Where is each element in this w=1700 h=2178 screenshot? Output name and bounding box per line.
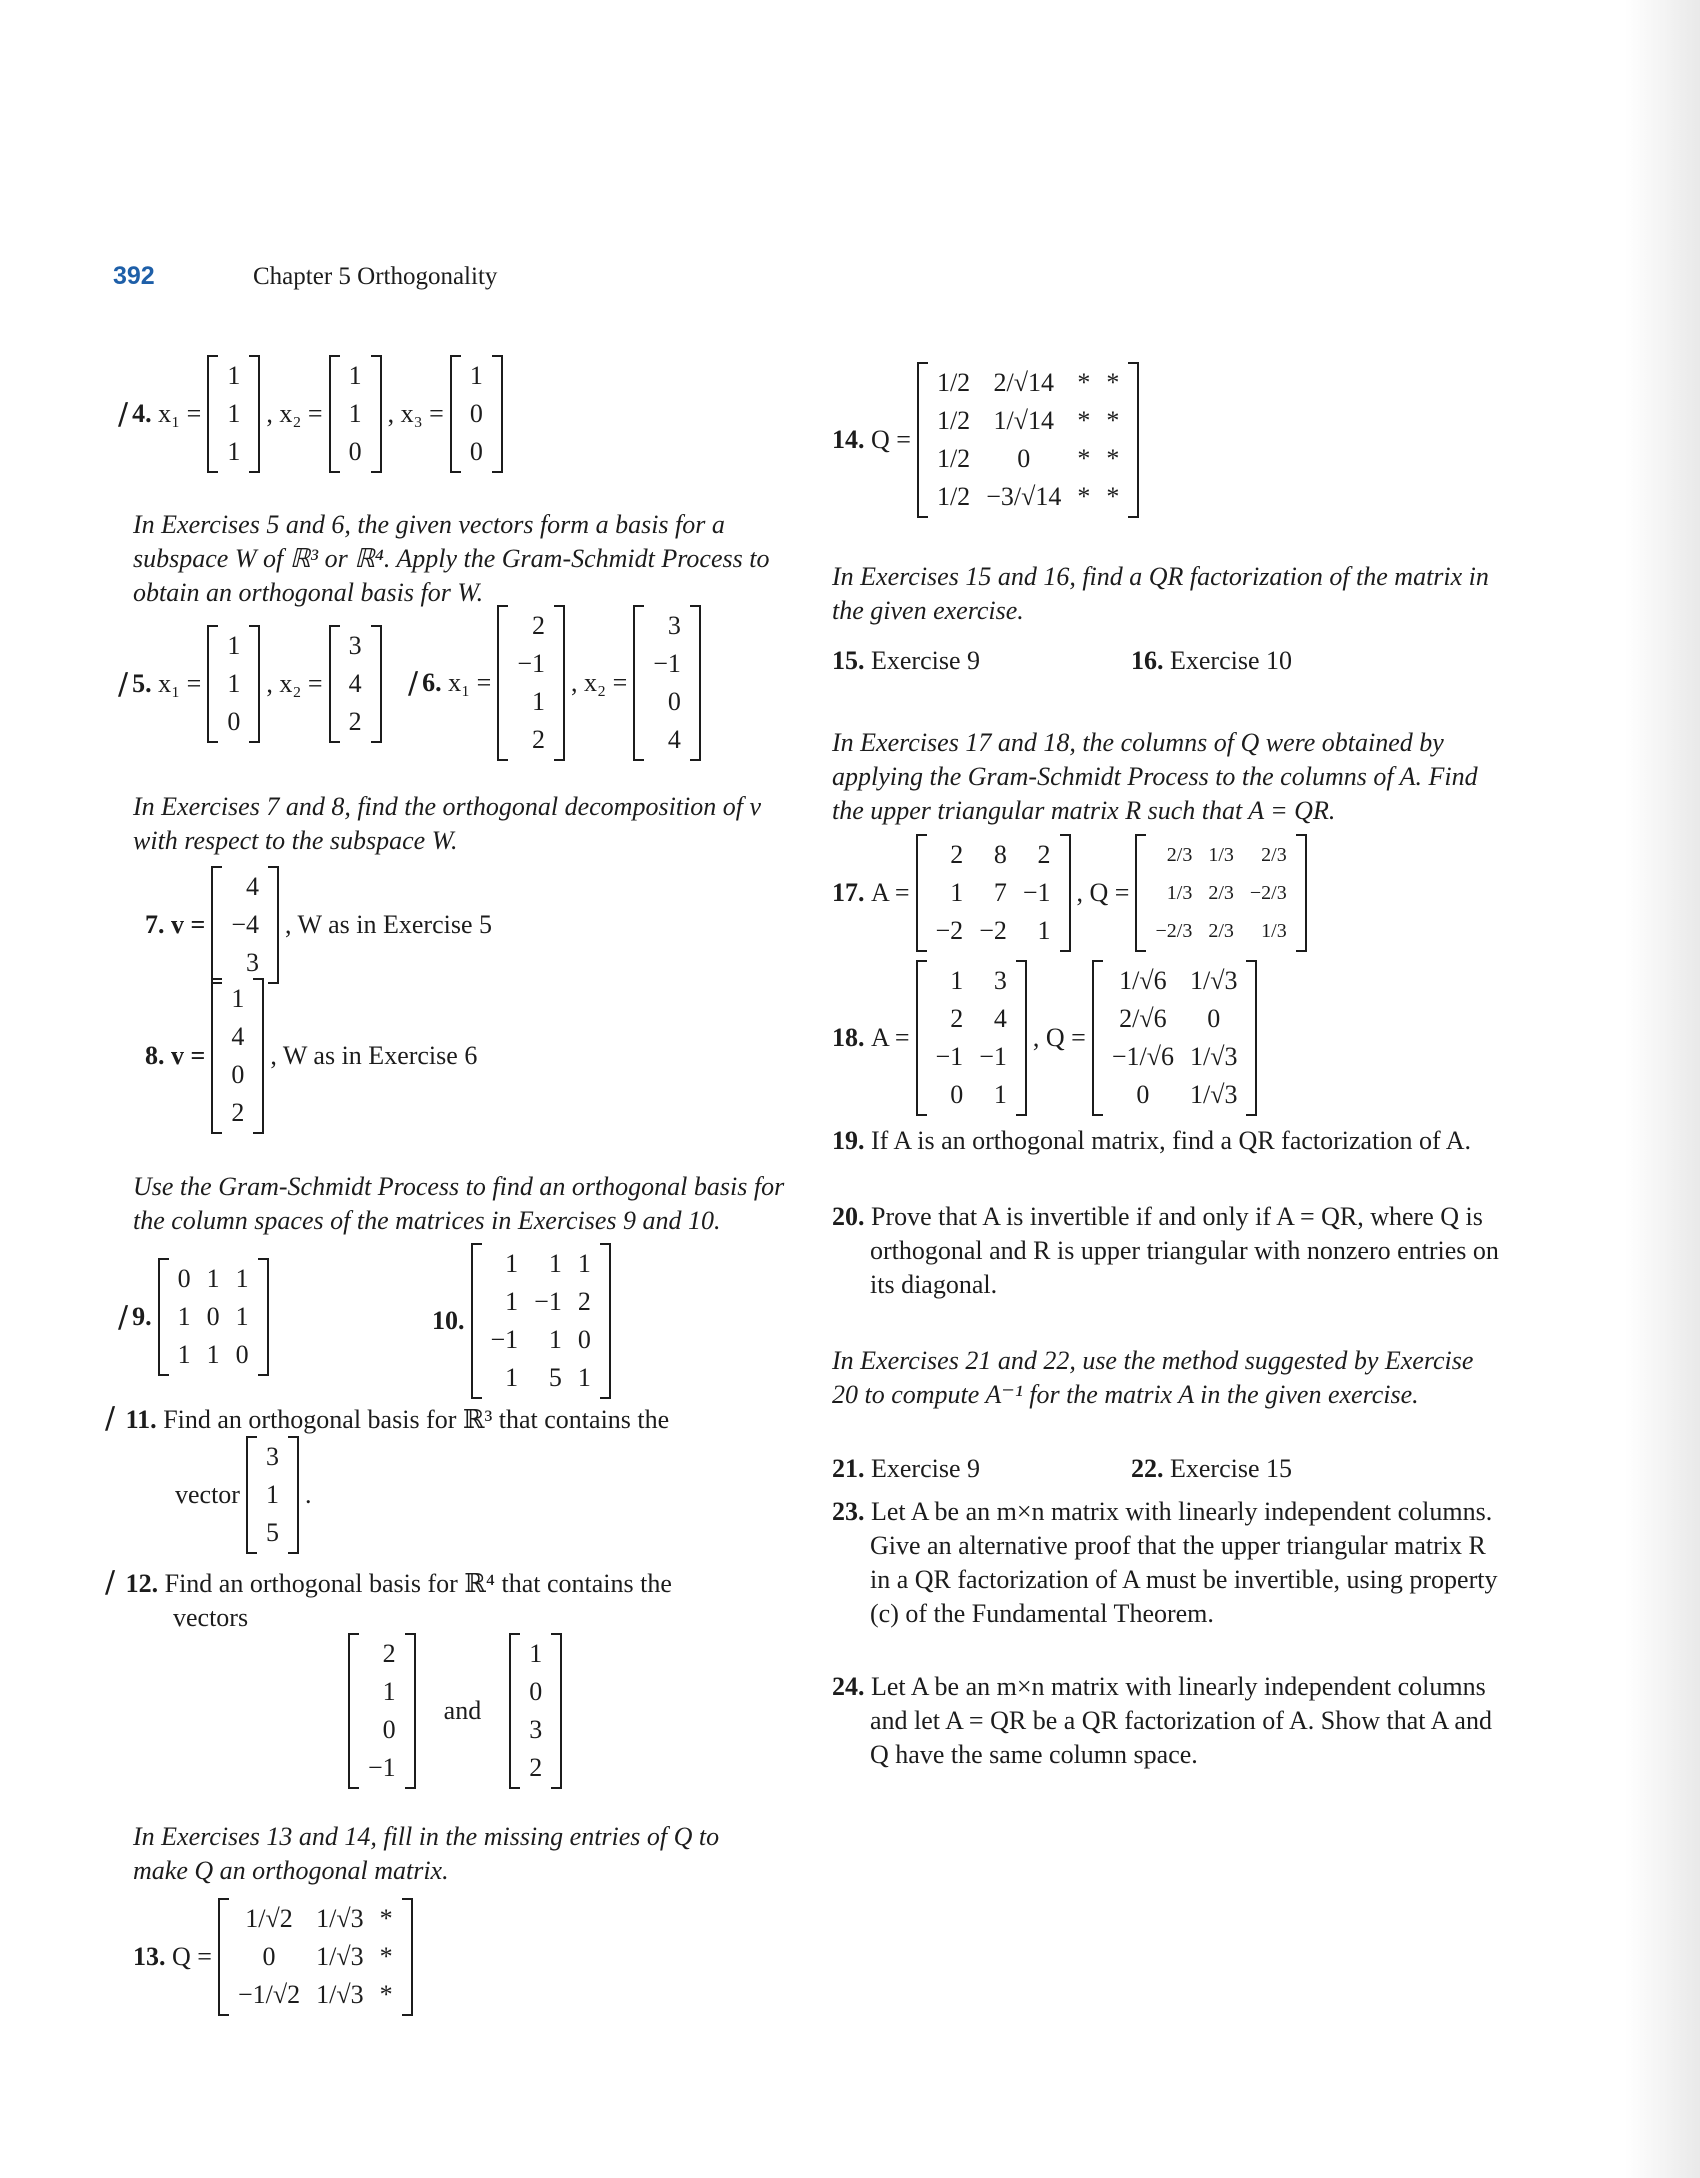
matrix-entry: * (379, 1980, 393, 2009)
vector-v (211, 978, 264, 1134)
matrix-entry: 1/√3 (316, 1904, 364, 1933)
vector-entry: 2 (231, 1098, 245, 1127)
instructions-5-6: In Exercises 5 and 6, the given vectors form a basis for a subspace W of ℝ³ or ℝ⁴. Apply the Gram-Schmidt Process to obtain an orthogonal basis for W. (133, 510, 770, 607)
matrix-entry: 2/√14 (993, 368, 1055, 397)
vector-x2 (633, 605, 701, 761)
matrix-a (916, 834, 1071, 952)
matrix-entry: 1 (177, 1340, 191, 1369)
exercise-20 (832, 1200, 1510, 1302)
matrix-entry: 3 (993, 966, 1007, 995)
vector-entry: 2 (532, 611, 546, 640)
matrix-entry: 1/√6 (1119, 966, 1167, 995)
exercise-11 (105, 1402, 795, 1437)
matrix-entry: 1 (577, 1249, 591, 1278)
matrix-entry: 1/√3 (316, 1942, 364, 1971)
instructions-9-10: Use the Gram-Schmidt Process to find an orthogonal basis for the column spaces of the matrices in Exercises 9 and 10. (133, 1172, 785, 1235)
exercise-4 (118, 355, 509, 473)
exercise-text: Find an orthogonal basis for ℝ⁴ that contains the (164, 1569, 672, 1598)
exercise-number: 16. (1131, 646, 1164, 675)
matrix-entry: −3/√14 (986, 482, 1062, 511)
check-mark-icon: ∕ (105, 1565, 116, 1600)
check-mark-icon: ∕ (118, 396, 129, 432)
matrix-entry: 1 (993, 1080, 1007, 1109)
matrix-entry: 2 (1037, 840, 1051, 869)
exercise-label: A = (871, 1023, 910, 1052)
matrix-entry: 1 (505, 1287, 519, 1316)
matrix-entry: * (379, 1942, 393, 1971)
matrix-entry: 1 (177, 1302, 191, 1331)
matrix-entry: −2/3 (1155, 920, 1193, 942)
vector-entry: 0 (348, 437, 362, 466)
matrix-entry: * (1077, 368, 1091, 397)
matrix-entry: −2/3 (1249, 882, 1287, 904)
vector-entry: 1 (348, 399, 362, 428)
exercise-15 (832, 644, 980, 678)
matrix-entry: 2 (577, 1287, 591, 1316)
vector-entry: 0 (667, 687, 681, 716)
exercise-number: 23. (832, 1497, 865, 1526)
matrix-entry: 2/√6 (1119, 1004, 1167, 1033)
matrix-a (916, 960, 1027, 1116)
matrix-entry: 2/3 (1208, 920, 1234, 942)
punctuation: . (304, 1480, 312, 1509)
vector-entry: 2 (532, 725, 546, 754)
matrix-entry: * (1077, 444, 1091, 473)
matrix-entry: 0 (950, 1080, 964, 1109)
matrix-entry: 1 (235, 1302, 249, 1331)
exercise-11-vector (175, 1436, 311, 1554)
matrix-entry: 1/2 (936, 482, 971, 511)
instructions-21-22: In Exercises 21 and 22, use the method suggested by Exercise 20 to compute A⁻¹ for the matrix A in the given exercise. (832, 1346, 1474, 1409)
matrix-entry: * (1077, 482, 1091, 511)
matrix-q (1092, 960, 1258, 1116)
vector-entry: 1 (348, 361, 362, 390)
instructions-17-18: In Exercises 17 and 18, the columns of Q were obtained by applying the Gram-Schmidt Process to the columns of A. Find the upper triangular matrix R such that A = QR. (832, 728, 1478, 825)
matrix-entry: −2 (935, 916, 964, 945)
vector-entry: 4 (246, 872, 259, 901)
exercise-9 (118, 1258, 275, 1376)
exercise-12-vectors (342, 1633, 568, 1789)
vector-entry: 0 (469, 437, 483, 466)
exercise-text: Let A be an m×n matrix with linearly independent columns and let A = QR be a QR factorization of A. Show that A and Q have the same column space. (870, 1672, 1492, 1769)
separator: , x₂ = (266, 669, 323, 698)
matrix-entry: 1 (206, 1340, 220, 1369)
exercise-label: v = (171, 910, 206, 939)
vector-entry: 3 (246, 948, 259, 977)
chapter-title: Chapter 5 Orthogonality (253, 263, 498, 290)
matrix-entry: 2/3 (1208, 882, 1234, 904)
matrix-entry: 0 (577, 1325, 591, 1354)
exercise-note: , W as in Exercise 6 (270, 1041, 478, 1070)
exercise-text: If A is an orthogonal matrix, find a QR factorization of A. (871, 1126, 1472, 1155)
exercise-7 (145, 866, 492, 984)
matrix-entry: 2 (950, 1004, 964, 1033)
exercise-14 (832, 362, 1145, 518)
vector-entry: 0 (227, 707, 241, 736)
instructions-13-14: In Exercises 13 and 14, fill in the missing entries of Q to make Q an orthogonal matrix. (133, 1822, 720, 1885)
matrix-entry: 2/3 (1261, 844, 1287, 866)
matrix-entry: 1/3 (1166, 882, 1193, 904)
exercise-number: 8. (145, 1041, 165, 1070)
vector-entry: 0 (529, 1677, 543, 1706)
exercise-number: 7. (145, 910, 165, 939)
exercise-22 (1131, 1452, 1292, 1486)
check-mark-icon: ∕ (118, 1299, 129, 1335)
exercise-label: x₁ = (158, 399, 202, 428)
matrix-entry: −2 (979, 916, 1007, 945)
vector-entry: −4 (231, 910, 259, 939)
exercise-8 (145, 978, 477, 1134)
vector-x3 (450, 355, 503, 473)
exercise-label: x₁ = (158, 669, 202, 698)
exercise-number: 12. (125, 1569, 159, 1598)
exercise-number: 17. (832, 878, 865, 907)
exercise-16 (1131, 644, 1292, 678)
matrix-entry: 5 (548, 1363, 562, 1392)
check-mark-icon: ∕ (408, 665, 419, 701)
exercise-number: 4. (132, 399, 152, 428)
matrix-entry: 1 (1037, 916, 1051, 945)
matrix-entry: 1 (505, 1249, 519, 1278)
matrix-q (1135, 834, 1306, 952)
exercise-number: 14. (832, 425, 865, 454)
matrix-entry: 0 (1207, 1004, 1221, 1033)
vector-entry: 3 (348, 631, 362, 660)
vector-label: vector (175, 1480, 240, 1509)
matrix (158, 1258, 269, 1376)
matrix-entry: 0 (177, 1264, 191, 1293)
matrix-entry: −1/√2 (237, 1980, 301, 2009)
vector-entry: 0 (231, 1060, 245, 1089)
matrix-entry: * (1106, 368, 1120, 397)
matrix-entry: 1/3 (1208, 844, 1234, 866)
matrix-entry: 1 (577, 1363, 591, 1392)
exercise-18 (832, 960, 1263, 1116)
matrix-entry: 1/3 (1261, 920, 1287, 942)
matrix-q (917, 362, 1139, 518)
exercise-number: 24. (832, 1672, 865, 1701)
exercise-number: 21. (832, 1454, 865, 1483)
page-edge-shadow (1625, 0, 1700, 2178)
vector-entry: −1 (653, 649, 681, 678)
exercise-13 (133, 1898, 419, 2016)
matrix-entry: 1/√3 (1189, 966, 1238, 995)
exercise-label: A = (871, 878, 910, 907)
matrix-entry: −1 (1022, 878, 1051, 907)
exercise-number: 19. (832, 1126, 865, 1155)
separator: , Q = (1032, 1023, 1086, 1052)
vector-entry: 2 (348, 707, 362, 736)
page-number: 392 (113, 262, 155, 290)
matrix-entry: 0 (206, 1302, 220, 1331)
vector-entry: 4 (348, 669, 362, 698)
matrix-entry: * (1077, 406, 1091, 435)
vector-entry: 1 (227, 361, 241, 390)
vector-1 (348, 1633, 416, 1789)
instructions-7-8: In Exercises 7 and 8, find the orthogonal decomposition of v with respect to the subspace W. (133, 792, 761, 855)
exercise-text: Let A be an m×n matrix with linearly independent columns. Give an alternative proof that the upper triangular matrix R in a QR factorization of A must be invertible, using property (c) of the Fundamental Theorem. (870, 1497, 1498, 1628)
matrix-entry: −1/√6 (1111, 1042, 1174, 1071)
vector-entry: 5 (265, 1518, 279, 1547)
matrix-entry: 1 (235, 1264, 249, 1293)
vector-entry: 4 (667, 725, 681, 754)
exercise-text: Find an orthogonal basis for ℝ³ that contains the (163, 1405, 670, 1434)
matrix-entry: 7 (993, 878, 1007, 907)
vector-entry: 1 (227, 399, 241, 428)
matrix-entry: * (379, 1904, 393, 1933)
vector-entry: 1 (231, 984, 245, 1013)
exercise-text: Exercise 10 (1170, 646, 1293, 675)
instructions-15-16: In Exercises 15 and 16, find a QR factorization of the matrix in the given exercise. (832, 562, 1489, 625)
vector-entry: 3 (667, 611, 681, 640)
matrix-entry: * (1106, 444, 1120, 473)
matrix-entry: 2/3 (1166, 844, 1193, 866)
vector-entry: 1 (469, 361, 483, 390)
separator: , x₃ = (387, 399, 444, 428)
matrix-entry: −1 (979, 1042, 1007, 1071)
vector-entry: 1 (265, 1480, 279, 1509)
exercise-text: Exercise 15 (1170, 1454, 1293, 1483)
matrix-entry: 1 (950, 966, 964, 995)
vector-x1 (207, 355, 260, 473)
matrix-entry: 2 (950, 840, 964, 869)
exercise-23 (832, 1495, 1510, 1631)
exercise-label: Q = (172, 1942, 212, 1971)
exercise-24 (832, 1670, 1510, 1772)
exercise-number: 20. (832, 1202, 865, 1231)
vector-entry: 1 (227, 437, 241, 466)
exercise-number: 22. (1131, 1454, 1164, 1483)
matrix-entry: −1 (534, 1287, 562, 1316)
matrix-entry: 1 (548, 1249, 562, 1278)
vector-entry: 1 (227, 669, 241, 698)
matrix-entry: 0 (235, 1340, 249, 1369)
check-mark-icon: ∕ (105, 1401, 116, 1436)
exercise-text: Exercise 9 (871, 646, 981, 675)
exercise-number: 11. (125, 1405, 157, 1434)
conjunction: and (443, 1696, 482, 1725)
matrix-q (218, 1898, 413, 2016)
matrix-entry: 8 (993, 840, 1007, 869)
vector-entry: 2 (382, 1639, 396, 1668)
exercise-12 (105, 1566, 795, 1635)
exercise-text: Exercise 9 (871, 1454, 981, 1483)
exercise-label: x₁ = (448, 668, 492, 697)
exercise-6 (408, 605, 707, 761)
exercise-21 (832, 1452, 980, 1486)
matrix-entry: 0 (262, 1942, 276, 1971)
exercise-number: 6. (422, 668, 442, 697)
exercise-number: 15. (832, 646, 865, 675)
matrix-entry: −1 (935, 1042, 964, 1071)
check-mark-icon: ∕ (118, 666, 129, 702)
vector-x1 (207, 625, 260, 743)
exercise-number: 9. (132, 1302, 152, 1331)
vector-v (211, 866, 279, 984)
exercise-number: 10. (432, 1306, 465, 1335)
matrix (471, 1243, 611, 1399)
matrix-entry: 1 (548, 1325, 562, 1354)
separator: , x₂ = (266, 399, 323, 428)
vector-x2 (329, 625, 382, 743)
matrix-entry: * (1106, 482, 1120, 511)
exercise-number: 5. (132, 669, 152, 698)
matrix-entry: 1/2 (936, 368, 971, 397)
vector-entry: 4 (231, 1022, 245, 1051)
vector-x2 (329, 355, 382, 473)
vector-entry: 1 (227, 631, 241, 660)
vector-entry: 3 (265, 1442, 279, 1471)
exercise-note: , W as in Exercise 5 (285, 910, 492, 939)
matrix-entry: 1/√14 (993, 406, 1055, 435)
matrix-entry: 4 (993, 1004, 1007, 1033)
exercise-10 (432, 1243, 617, 1399)
exercise-number: 13. (133, 1942, 166, 1971)
matrix-entry: 0 (1136, 1080, 1150, 1109)
vector-entry: 1 (532, 687, 546, 716)
exercise-text: Prove that A is invertible if and only if A = QR, where Q is orthogonal and R is upper triangular with nonzero entries on its diagonal. (870, 1202, 1499, 1299)
exercise-label: v = (171, 1041, 206, 1070)
matrix-entry: 1/2 (936, 444, 971, 473)
separator: , x₂ = (571, 668, 628, 697)
matrix-entry: 0 (1017, 444, 1031, 473)
matrix-entry: 1/√3 (1189, 1042, 1238, 1071)
matrix-entry: 1 (505, 1363, 519, 1392)
vector-x1 (497, 605, 565, 761)
vector-entry: 0 (469, 399, 483, 428)
matrix-entry: 1/2 (936, 406, 971, 435)
vector-entry: 2 (529, 1753, 543, 1782)
matrix-entry: −1 (490, 1325, 519, 1354)
vector-entry: 1 (382, 1677, 396, 1706)
vector-2 (509, 1633, 562, 1789)
exercise-text: vectors (173, 1603, 249, 1632)
exercise-5 (118, 625, 388, 743)
exercise-number: 18. (832, 1023, 865, 1052)
separator: , Q = (1076, 878, 1130, 907)
exercise-17 (832, 834, 1313, 952)
matrix-entry: 1 (206, 1264, 220, 1293)
vector-entry: −1 (517, 649, 546, 678)
matrix-entry: * (1106, 406, 1120, 435)
vector-entry: 3 (529, 1715, 543, 1744)
matrix-entry: 1/√2 (245, 1904, 293, 1933)
matrix-entry: 1/√3 (1189, 1080, 1238, 1109)
vector-entry: 1 (529, 1639, 543, 1668)
vector (246, 1436, 299, 1554)
vector-entry: 0 (382, 1715, 396, 1744)
matrix-entry: 1/√3 (316, 1980, 364, 2009)
exercise-label: Q = (871, 425, 911, 454)
vector-entry: −1 (368, 1753, 396, 1782)
exercise-19 (832, 1124, 1510, 1158)
matrix-entry: 1 (950, 878, 964, 907)
